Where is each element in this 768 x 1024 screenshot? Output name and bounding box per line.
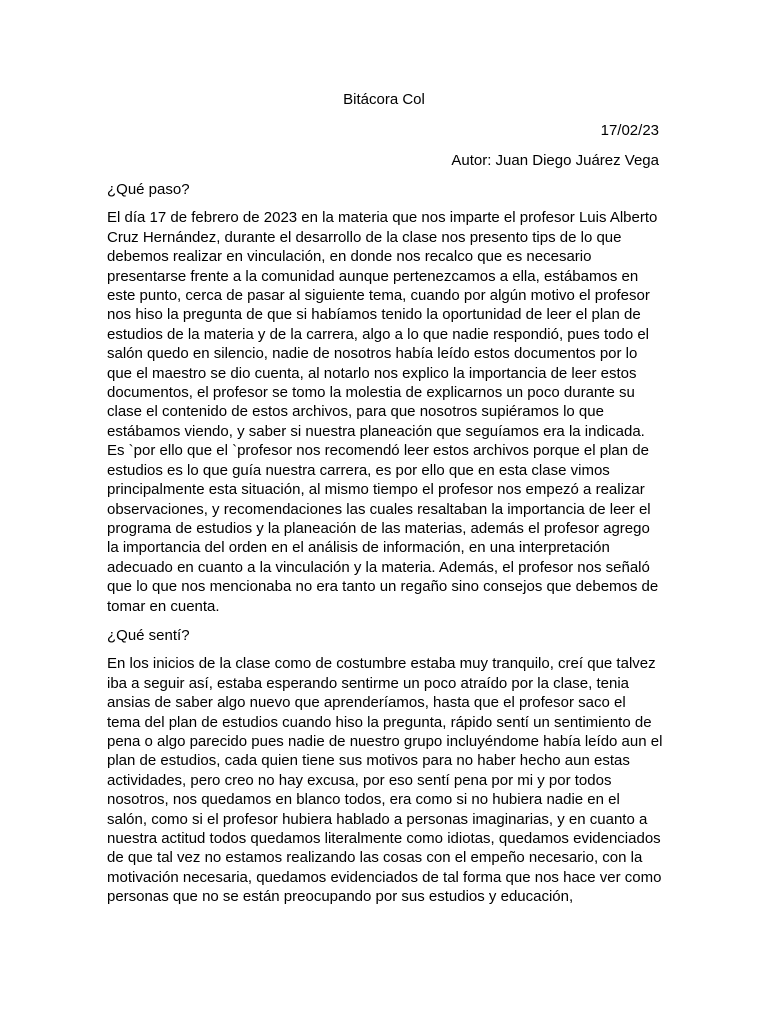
document-date: 17/02/23 bbox=[600, 122, 659, 139]
section-paragraph-que-senti: En los inicios de la clase como de costumbre estaba muy tranquilo, creí que talvez iba a seguir así, estaba esperando sentirme un poco atraído por la clase, tenia ansias de saber algo nuevo que aprenderíamos, hasta que el profesor saco el tema del plan de estudios cuando hiso la pregunta, rápido sentí un sentimiento de pena o algo parecido pues nadie de nuestro grupo incluyéndome había leído aun el plan de estudios, cada quien tiene sus motivos para no haber hecho aun estas actividades, pero creo no hay excusa, por eso sentí pena por mi y por todos nosotros, nos quedamos en blanco todos, era como si no hubiera nadie en el salón, como si el profesor hubiera hablado a personas imaginarias, y en cuanto a nuestra actitud todos quedamos literalmente como idiotas, quedamos evidenciados de que tal vez no estamos realizando las cosas con el empeño necesario, con la motivación necesaria, quedamos evidenciados de tal forma que nos hace ver como personas que no se están preocupando por sus estudios y educación, bbox=[107, 655, 663, 906]
document-body bbox=[107, 180, 663, 917]
section-heading-que-senti: ¿Qué sentí? bbox=[107, 626, 190, 644]
document-author: Autor: Juan Diego Juárez Vega bbox=[451, 152, 659, 169]
document-title: Bitácora Col bbox=[343, 91, 425, 108]
section-paragraph-que-paso: El día 17 de febrero de 2023 en la materia que nos imparte el profesor Luis Alberto Cruz Hernández, durante el desarrollo de la clase nos presento tips de lo que debemos realizar en vinculación, en donde nos recalco que es necesario presentarse frente a la comunidad aunque pertenezcamos a ella, estábamos en este punto, cerca de pasar al siguiente tema, cuando por algún motivo el profesor nos hiso la pregunta de que si habíamos tenido la oportunidad de leer el plan de estudios de la materia y de la carrera, algo a lo que nadie respondió, pues todo el salón quedo en silencio, nadie de nosotros había leído estos documentos por lo que el maestro se dio cuenta, al notarlo nos explico la importancia de leer estos documentos, el profesor se tomo la molestia de explicarnos un poco durante su clase el contenido de estos archivos, para que nosotros supiéramos lo que estábamos viendo, y saber si nuestra planeación que seguíamos era la indicada. Es `por ello que el `profesor nos recomendó leer estos archivos porque el plan de estudios es lo que guía nuestra carrera, es por ello que en esta clase vimos principalmente esta situación, al mismo tiempo el profesor nos empezó a realizar observaciones, y recomendaciones las cuales resaltaban la importancia de leer el programa de estudios y la planeación de las materias, además el profesor agrego la importancia del orden en el análisis de información, en una interpretación adecuado en cuanto a la vinculación y la materia. Además, el profesor nos señaló que lo que nos mencionaba no era tanto un regaño sino consejos que debemos de tomar en cuenta. bbox=[107, 209, 659, 615]
section-heading-que-paso: ¿Qué paso? bbox=[107, 181, 190, 198]
